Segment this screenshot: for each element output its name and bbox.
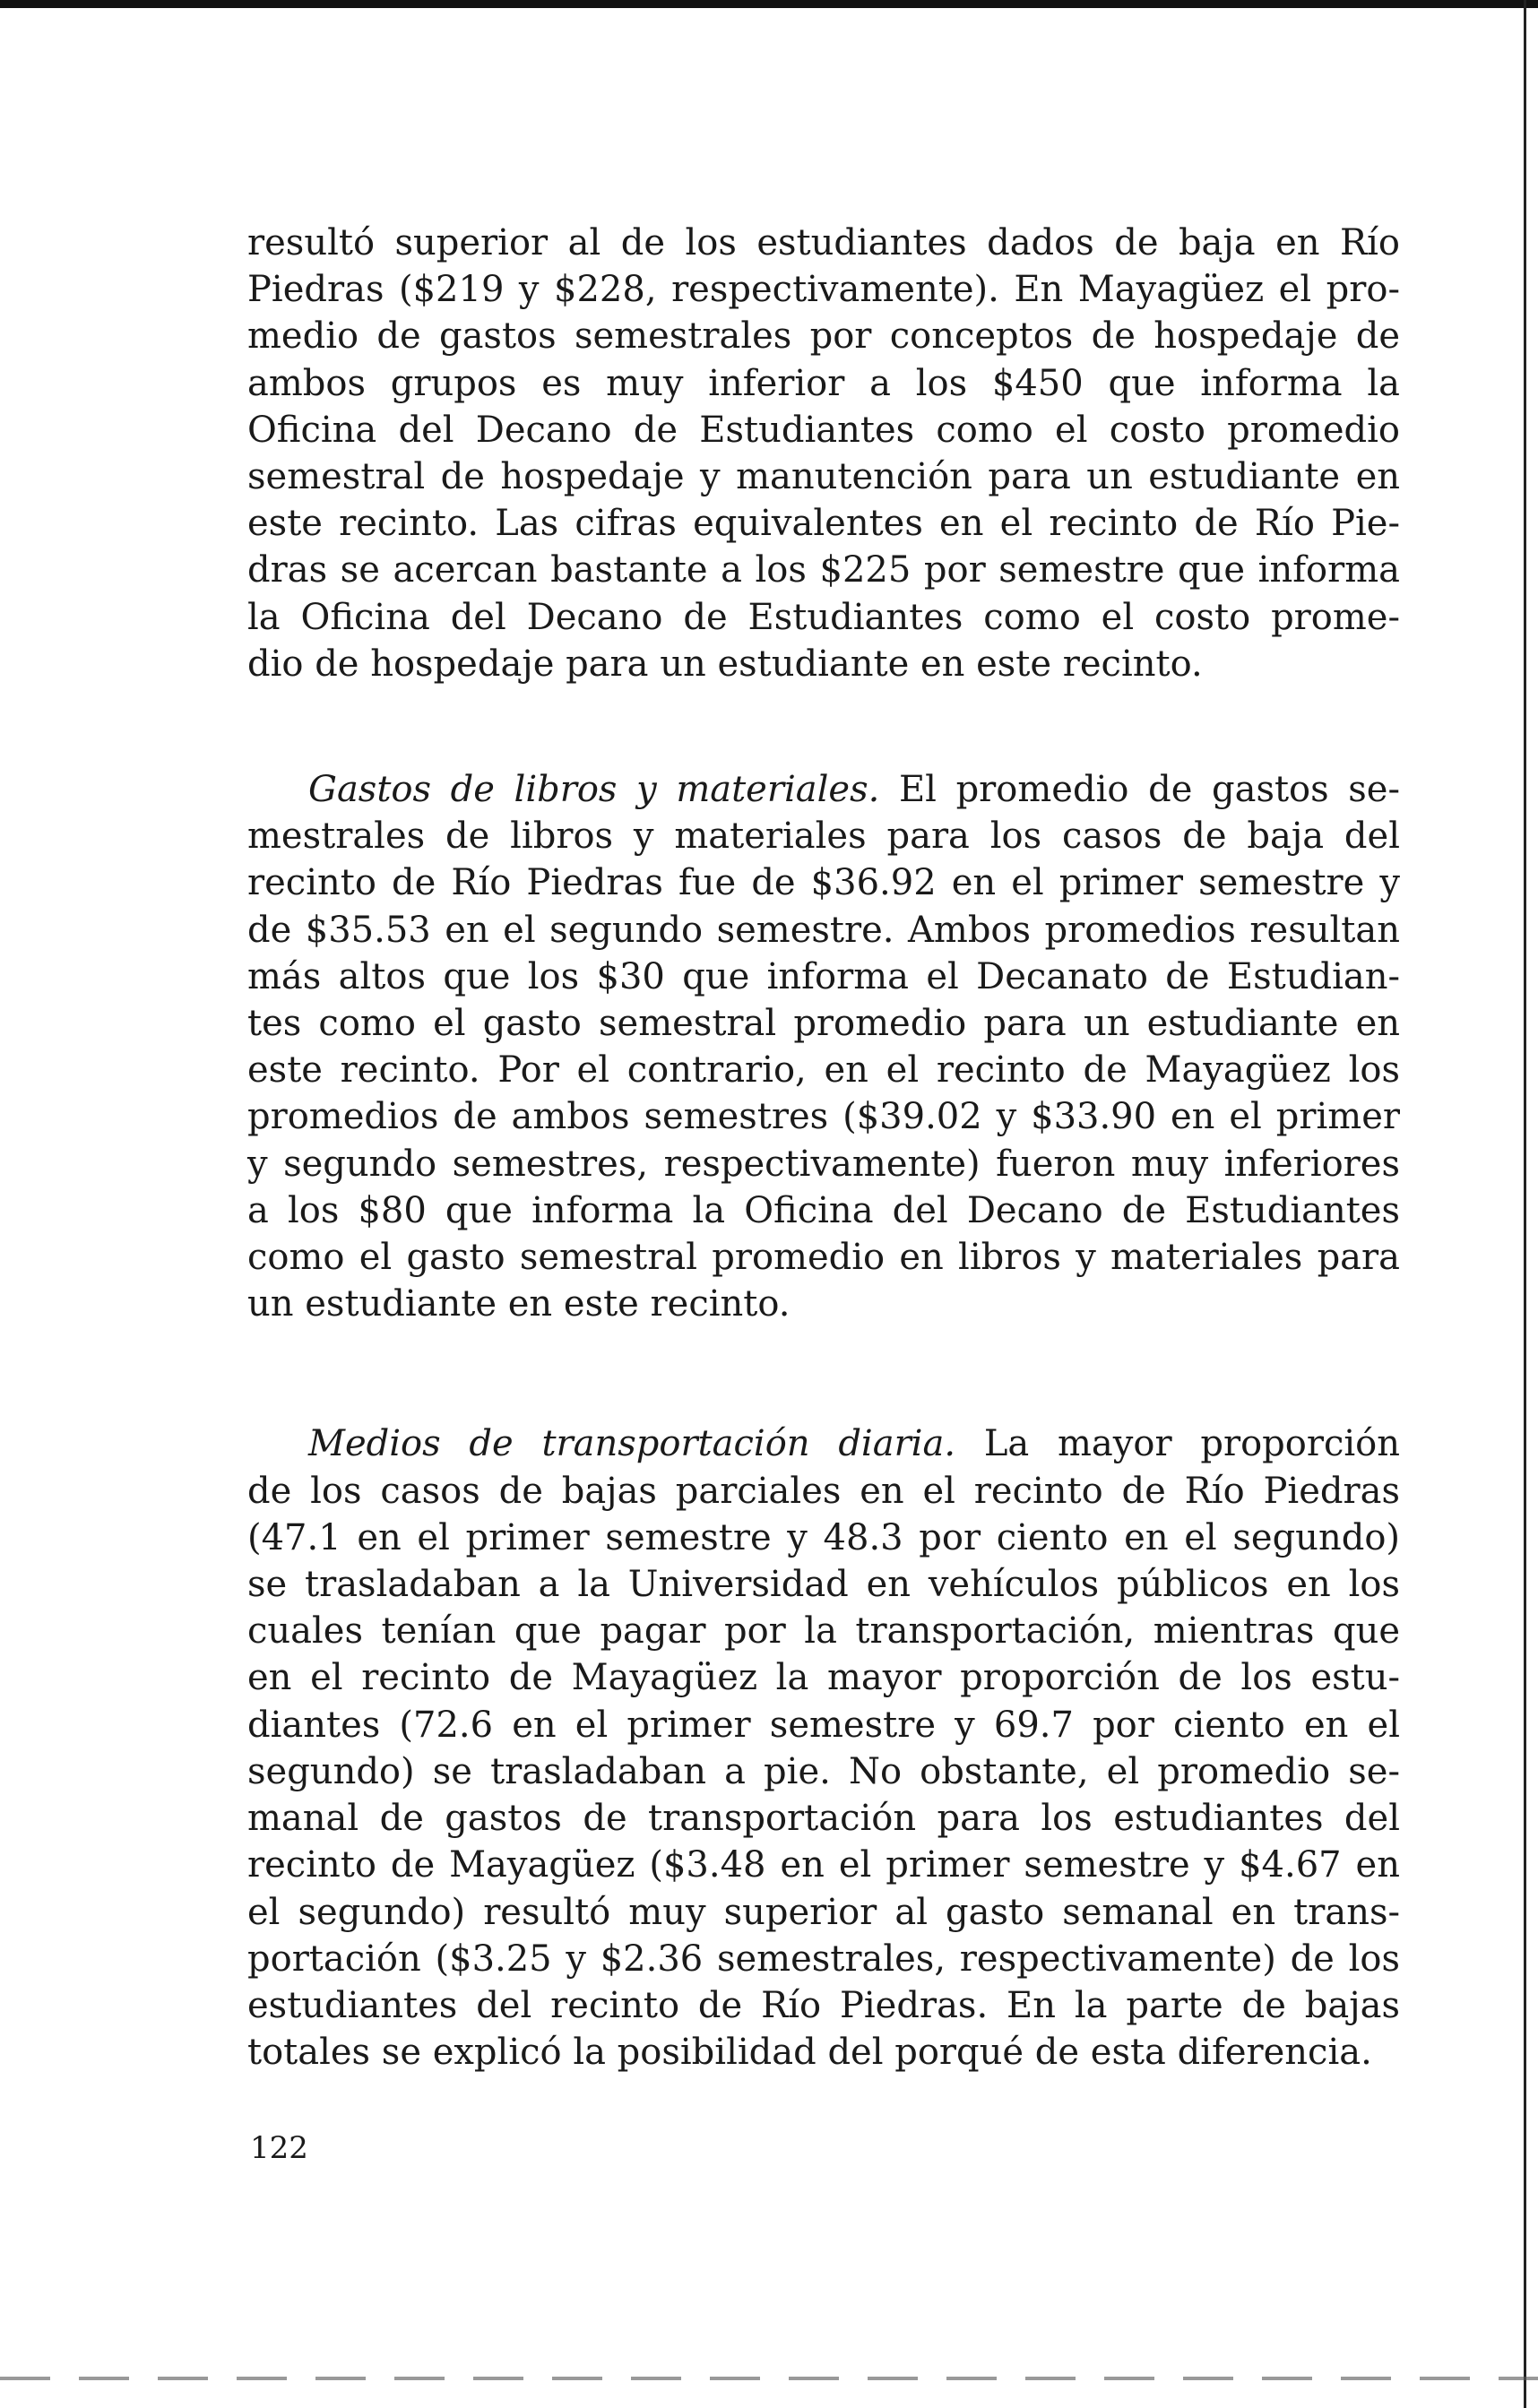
text-line: recinto de Río Piedras fue de $36.92 en el primer semestre y [247,862,1400,904]
paragraph-gap [247,687,1400,766]
text-line: recinto de Mayagüez ($3.48 en el primer semestre y $4.67 en [247,1844,1400,1886]
text-run: La mayor proporción [983,1423,1401,1465]
text-line: cuales tenían que pagar por la transportación, mientras que [247,1610,1400,1653]
text-line: segundo) se trasladaban a pie. No obstante, el promedio se- [247,1750,1400,1792]
paragraph-transportacion [247,1420,1400,2076]
text-line: Oficina del Decano de Estudiantes como el costo promedio [247,409,1400,451]
text-line: promedios de ambos semestres ($39.02 y $33.90 en el primer [247,1096,1400,1138]
text-line: tes como el gasto semestral promedio para un estudiante en [247,1003,1400,1045]
page-body [247,220,1400,2076]
text-line: se trasladaban a la Universidad en vehículos públicos en los [247,1564,1400,1606]
paragraph-hospedaje [247,220,1400,687]
text-line: a los $80 que informa la Oficina del Decano de Estudiantes [247,1189,1400,1231]
text-line: resultó superior al de los estudiantes dados de baja en Río [247,222,1400,263]
text-line: más altos que los $30 que informa el Decanato de Estudian- [247,955,1400,997]
text-line: y segundo semestres, respectivamente) fueron muy inferiores [247,1143,1400,1185]
bottom-edge-marks [0,2377,1538,2380]
text-line: dio de hospedaje para un estudiante en este recinto. [247,643,1203,685]
text-line: el segundo) resultó muy superior al gasto semanal en trans- [247,1891,1400,1933]
text-line: en el recinto de Mayagüez la mayor proporción de los estu- [247,1657,1400,1699]
text-line: Piedras ($219 y $228, respectivamente). En Mayagüez el pro- [247,269,1400,311]
text-line: dras se acercan bastante a los $225 por semestre que informa [247,549,1400,591]
text-line: la Oficina del Decano de Estudiantes como el costo prome- [247,596,1400,638]
text-line: de $35.53 en el segundo semestre. Ambos promedios resultan [247,909,1400,951]
text-line: ambos grupos es muy inferior a los $450 que informa la [247,362,1400,404]
text-line: (47.1 en el primer semestre y 48.3 por ciento en el segundo) [247,1516,1400,1558]
text-line: como el gasto semestral promedio en libros y materiales para [247,1237,1400,1279]
paragraph-gap [247,1327,1400,1420]
text-line: este recinto. Por el contrario, en el recinto de Mayagüez los [247,1049,1400,1092]
section-heading-libros: Gastos de libros y materiales. [308,769,880,811]
page-number: 122 [250,2130,308,2166]
right-edge-rule [1524,0,1526,2408]
paragraph-libros [247,766,1400,1327]
text-line: mestrales de libros y materiales para los casos de baja del [247,816,1400,858]
text-line: de los casos de bajas parciales en el recinto de Río Piedras [247,1470,1400,1512]
text-run: El promedio de gastos se- [898,769,1400,811]
text-line: medio de gastos semestrales por conceptos de hospedaje de [247,315,1400,358]
text-line: portación ($3.25 y $2.36 semestrales, respectivamente) de los [247,1938,1400,1980]
text-line-first [247,1420,1400,1467]
text-line: estudiantes del recinto de Río Piedras. En la parte de bajas [247,1984,1400,2026]
text-line: este recinto. Las cifras equivalentes en el recinto de Río Pie- [247,503,1400,545]
top-edge-rule [0,0,1538,8]
text-line: manal de gastos de transportación para los estudiantes del [247,1798,1400,1840]
text-line: totales se explicó la posibilidad del porqué de esta diferencia. [247,2032,1372,2074]
text-line: un estudiante en este recinto. [247,1283,791,1325]
text-line-first [247,766,1400,813]
text-line: diantes (72.6 en el primer semestre y 69.7 por ciento en el [247,1704,1400,1746]
text-line: semestral de hospedaje y manutención para un estudiante en [247,456,1400,498]
section-heading-transportacion: Medios de transportación diaria. [308,1423,956,1465]
